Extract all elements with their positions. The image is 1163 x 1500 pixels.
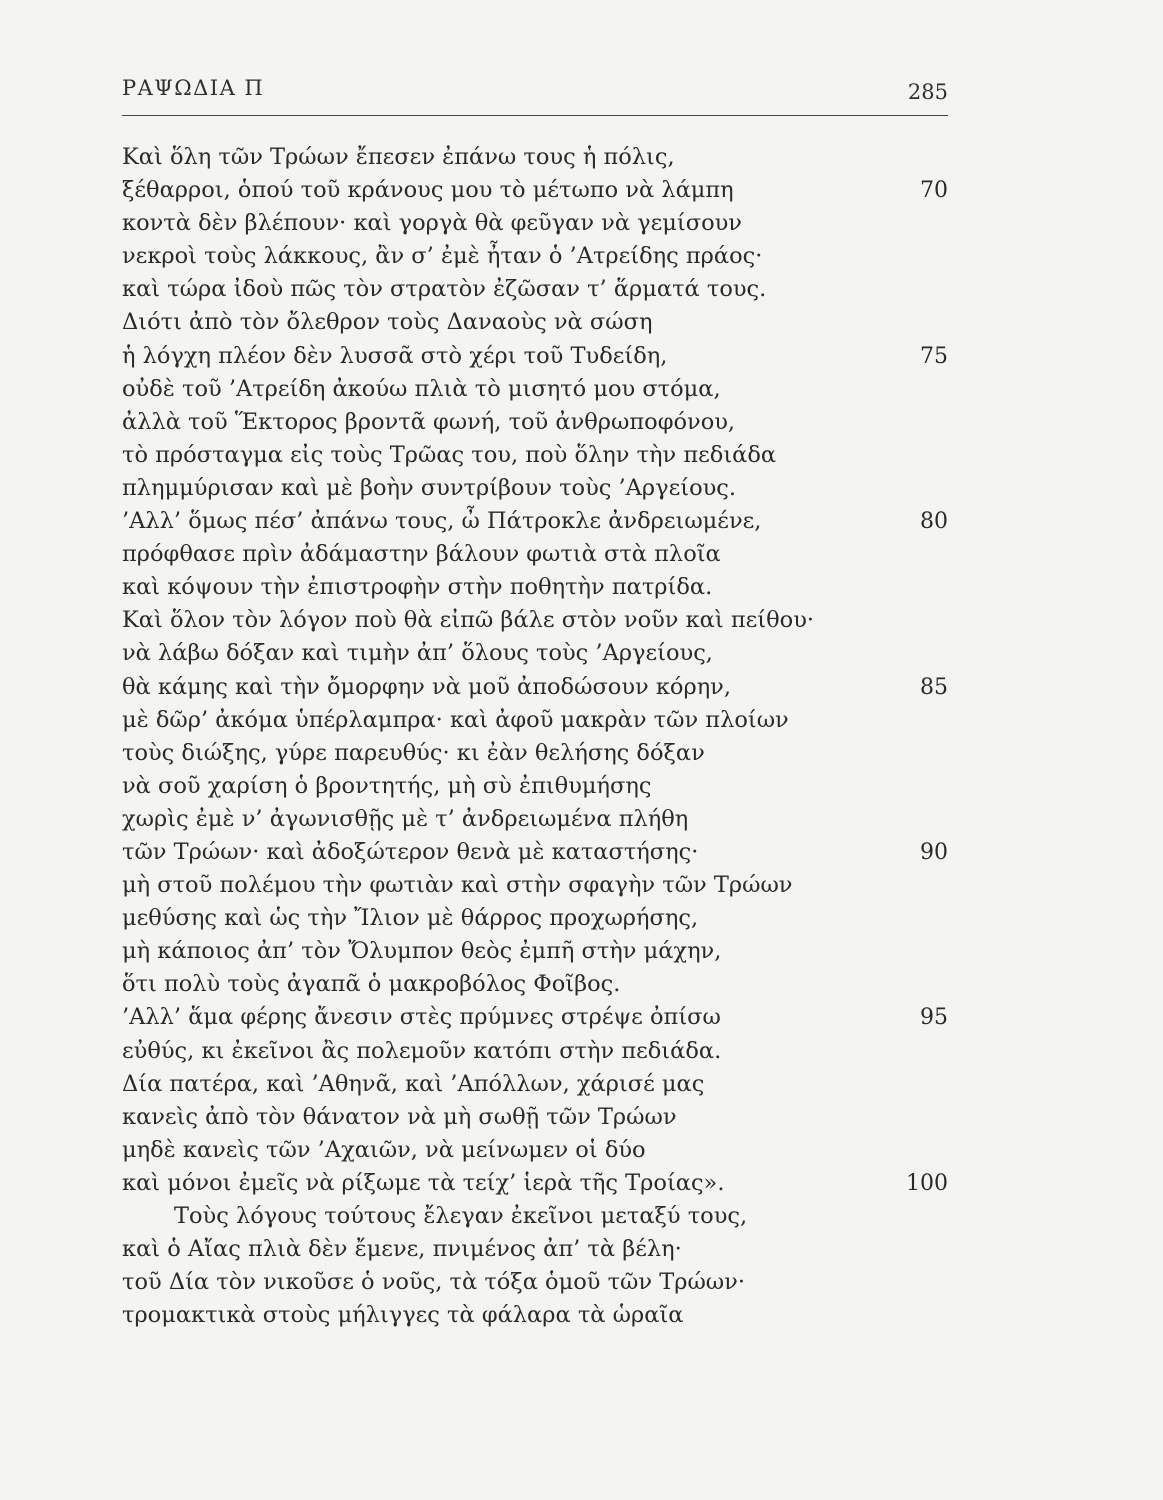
verse-text: μηδὲ κανεὶς τῶν ’Αχαιῶν, νὰ μείνωμεν οἱ δύο — [122, 1136, 646, 1163]
verse-line — [122, 1134, 948, 1167]
verse-line — [122, 1001, 948, 1034]
verse-text: τοῦ Δία τὸν νικοῦσε ὁ νοῦς, τὰ τόξα ὁμοῦ τῶν Τρώων· — [122, 1269, 745, 1296]
verse-text: πρόφθασε πρὶν ἀδάμαστην βάλουν φωτιὰ στὰ πλοῖα — [122, 541, 721, 568]
verse-text: μὴ στοῦ πολέμου τὴν φωτιὰν καὶ στὴν σφαγὴν τῶν Τρώων — [122, 872, 793, 899]
verse-line — [122, 902, 948, 935]
verse-text: Δία πατέρα, καὶ ’Αθηνᾶ, καὶ ’Απόλλων, χάρισέ μας — [122, 1070, 705, 1097]
verse-list — [122, 141, 948, 1332]
verse-line — [122, 869, 948, 902]
verse-text: μὴ κάποιος ἀπ’ τὸν Ὄλυμπον θεὸς ἐμπῆ στὴν μάχην, — [122, 938, 722, 965]
verse-text: πλημμύρισαν καὶ μὲ βοὴν συντρίβουν τοὺς ’Αργείους. — [122, 474, 737, 501]
verse-text: θὰ κάμης καὶ τὴν ὄμορφην νὰ μοῦ ἀποδώσουν κόρην, — [122, 673, 732, 700]
verse-text: νεκροὶ τοὺς λάκκους, ἂν σ’ ἐμὲ ἦταν ὁ ’Ατρείδης πράος· — [122, 243, 763, 270]
verse-text: τοὺς διώξης, γύρε παρευθύς· κι ἐὰν θελήσης δόξαν — [122, 739, 705, 766]
verse-line — [122, 174, 948, 207]
verse-line — [122, 306, 948, 339]
verse-text: καὶ μόνοι ἐμεῖς νὰ ρίξωμε τὰ τείχ’ ἱερὰ τῆς Τροίας». — [122, 1169, 725, 1196]
verse-line — [122, 671, 948, 704]
verse-line — [122, 1101, 948, 1134]
verse-text: Διότι ἀπὸ τὸν ὄλεθρον τοὺς Δαναοὺς νὰ σώση — [122, 309, 653, 336]
verse-text: τῶν Τρώων· καὶ ἀδοξώτερον θενὰ μὲ καταστήσης· — [122, 838, 699, 865]
line-number: 90 — [920, 839, 948, 865]
page-header — [122, 74, 948, 114]
verse-text: ξέθαρροι, ὁπού τοῦ κράνους μου τὸ μέτωπο νὰ λάμπη — [122, 177, 734, 204]
verse-text: τὸ πρόσταγμα εἰς τοὺς Τρῶας του, ποὺ ὅλην τὴν πεδιάδα — [122, 441, 777, 468]
verse-line — [122, 968, 948, 1001]
verse-line — [122, 803, 948, 836]
verse-line — [122, 505, 948, 538]
line-number: 95 — [920, 1005, 948, 1031]
verse-text: νὰ λάβω δόξαν καὶ τιμὴν ἀπ’ ὅλους τοὺς ’Αργείους, — [122, 640, 713, 667]
header-rule — [122, 115, 948, 116]
line-number: 75 — [920, 343, 948, 369]
page-number: 285 — [907, 80, 948, 104]
verse-line — [122, 637, 948, 670]
verse-text: καὶ τώρα ἰδοὺ πῶς τὸν στρατὸν ἐζῶσαν τ’ ἅρματά τους. — [122, 276, 767, 303]
line-number: 80 — [920, 509, 948, 535]
verse-line — [122, 373, 948, 406]
verse-text: νὰ σοῦ χαρίση ὁ βροντητής, μὴ σὺ ἐπιθυμήσης — [122, 772, 652, 799]
verse-line — [122, 604, 948, 637]
verse-text: Καὶ ὅλη τῶν Τρώων ἔπεσεν ἐπάνω τους ἡ πόλις, — [122, 144, 675, 170]
verse-line — [122, 406, 948, 439]
verse-text: ὅτι πολὺ τοὺς ἀγαπᾶ ὁ μακροβόλος Φοῖβος. — [122, 971, 621, 998]
verse-line — [122, 538, 948, 571]
verse-line — [122, 935, 948, 968]
verse-text: ἡ λόγχη πλέον δὲν λυσσᾶ στὸ χέρι τοῦ Τυδείδη, — [122, 342, 668, 369]
verse-line — [122, 1299, 948, 1332]
verse-text: τρομακτικὰ στοὺς μήλιγγες τὰ φάλαρα τὰ ὡραῖα — [122, 1302, 684, 1329]
verse-text: κανεὶς ἀπὸ τὸν θάνατον νὰ μὴ σωθῇ τῶν Τρώων — [122, 1103, 677, 1130]
verse-line — [122, 1035, 948, 1068]
running-title: ΡΑΨΩΔΙΑ Π — [122, 76, 265, 100]
verse-line — [122, 273, 948, 306]
verse-line — [122, 1167, 948, 1200]
verse-line — [122, 340, 948, 373]
verse-text: μεθύσης καὶ ὡς τὴν Ἴλιον μὲ θάρρος προχωρήσης, — [122, 905, 699, 932]
verse-text: εὐθύς, κι ἐκεῖνοι ἂς πολεμοῦν κατόπι στὴν πεδιάδα. — [122, 1037, 722, 1064]
verse-line — [122, 571, 948, 604]
verse-line — [122, 1266, 948, 1299]
verse-text: μὲ δῶρ’ ἀκόμα ὑπέρλαμπρα· καὶ ἀφοῦ μακρὰν τῶν πλοίων — [122, 706, 789, 733]
verse-line — [122, 770, 948, 803]
line-number: 85 — [920, 674, 948, 700]
verse-text: ἀλλὰ τοῦ Ἕκτορος βροντᾶ φωνή, τοῦ ἀνθρωποφόνου, — [122, 408, 736, 435]
verse-line — [122, 141, 948, 174]
line-number: 100 — [906, 1170, 948, 1196]
verse-text: καὶ ὁ Αἴας πλιὰ δὲν ἔμενε, πνιμένος ἀπ’ τὰ βέλη· — [122, 1236, 682, 1263]
verse-line — [122, 207, 948, 240]
verse-text: Καὶ ὅλον τὸν λόγον ποὺ θὰ εἰπῶ βάλε στὸν νοῦν καὶ πείθου· — [122, 607, 815, 634]
verse-line — [122, 704, 948, 737]
verse-text: κοντὰ δὲν βλέπουν· καὶ γοργὰ θὰ φεῦγαν νὰ γεμίσουν — [122, 210, 742, 237]
verse-line — [122, 836, 948, 869]
verse-line — [122, 439, 948, 472]
verse-line — [122, 472, 948, 505]
verse-text: ’Αλλ’ ὅμως πέσ’ ἀπάνω τους, ὦ Πάτροκλε ἀνδρειωμένε, — [122, 508, 762, 535]
verse-text: Τοὺς λόγους τούτους ἔλεγαν ἐκεῖνοι μεταξύ τους, — [174, 1203, 748, 1229]
verse-line — [122, 1068, 948, 1101]
verse-line — [122, 1200, 948, 1233]
verse-text: ’Αλλ’ ἅμα φέρης ἄνεσιν στὲς πρύμνες στρέψε ὀπίσω — [122, 1004, 721, 1031]
verse-line — [122, 240, 948, 273]
line-number: 70 — [920, 178, 948, 204]
verse-line — [122, 1233, 948, 1266]
verse-text: καὶ κόψουν τὴν ἐπιστροφὴν στὴν ποθητὴν πατρίδα. — [122, 574, 713, 601]
verse-text: χωρὶς ἐμὲ ν’ ἀγωνισθῇς μὲ τ’ ἀνδρειωμένα πλήθη — [122, 805, 689, 832]
verse-line — [122, 737, 948, 770]
verse-text: οὐδὲ τοῦ ’Ατρείδη ἀκούω πλιὰ τὸ μισητό μου στόμα, — [122, 375, 721, 402]
